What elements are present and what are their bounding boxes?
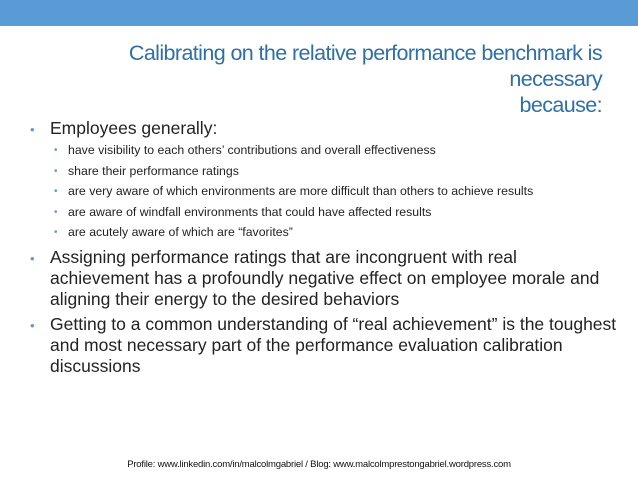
sub-bullet-dot-icon: • <box>54 145 58 156</box>
sub-bullet-text: are very aware of which environments are more difficult than others to achieve results <box>68 184 534 198</box>
sub-bullet-share-ratings <box>30 164 620 180</box>
employees-sub-list <box>30 143 620 241</box>
bullet-dot-icon: • <box>30 317 35 333</box>
sub-bullet-dot-icon: • <box>54 206 58 218</box>
bullet-dot-icon: • <box>30 122 35 137</box>
bullet-common-understanding <box>30 314 620 377</box>
footer-profile-links: Profile: www.linkedin.com/in/malcolmgabriel / Blog: www.malcolmprestongabriel.wordpress.com <box>127 459 511 470</box>
bullet-incongruent-ratings <box>30 247 620 310</box>
sub-bullet-favorites <box>30 225 620 241</box>
bullet-text: Employees generally: <box>50 118 218 138</box>
sub-bullet-text: have visibility to each others’ contributions and overall effectiveness <box>68 143 436 157</box>
sub-bullet-windfall-environments <box>30 205 620 221</box>
bullet-text: Assigning performance ratings that are incongruent with real achievement has a profoundly negative effect on employee morale and aligning their energy to the desired behaviors <box>50 246 600 309</box>
bullet-text: Getting to a common understanding of “real achievement” is the toughest and most necessary part of the performance evaluation calibration discussions <box>50 313 617 376</box>
slide-title <box>40 40 602 118</box>
slide-content <box>30 118 620 381</box>
sub-bullet-text: share their performance ratings <box>68 163 239 178</box>
sub-bullet-text: are aware of windfall environments that could have affected results <box>68 204 432 219</box>
sub-bullet-dot-icon: • <box>54 186 58 197</box>
sub-bullet-difficult-environments <box>30 184 620 200</box>
sub-bullet-visibility <box>30 143 620 159</box>
slide-title-line-2: because: <box>519 93 602 117</box>
bullet-dot-icon: • <box>30 250 35 266</box>
sub-bullet-dot-icon: • <box>54 227 58 238</box>
sub-bullet-text: are acutely aware of which are “favorites” <box>68 225 293 239</box>
slide-title-line-1: Calibrating on the relative performance benchmark is necessary <box>128 41 602 91</box>
bullet-employees-generally <box>30 118 620 139</box>
top-accent-bar <box>0 0 638 26</box>
sub-bullet-dot-icon: • <box>54 165 58 177</box>
